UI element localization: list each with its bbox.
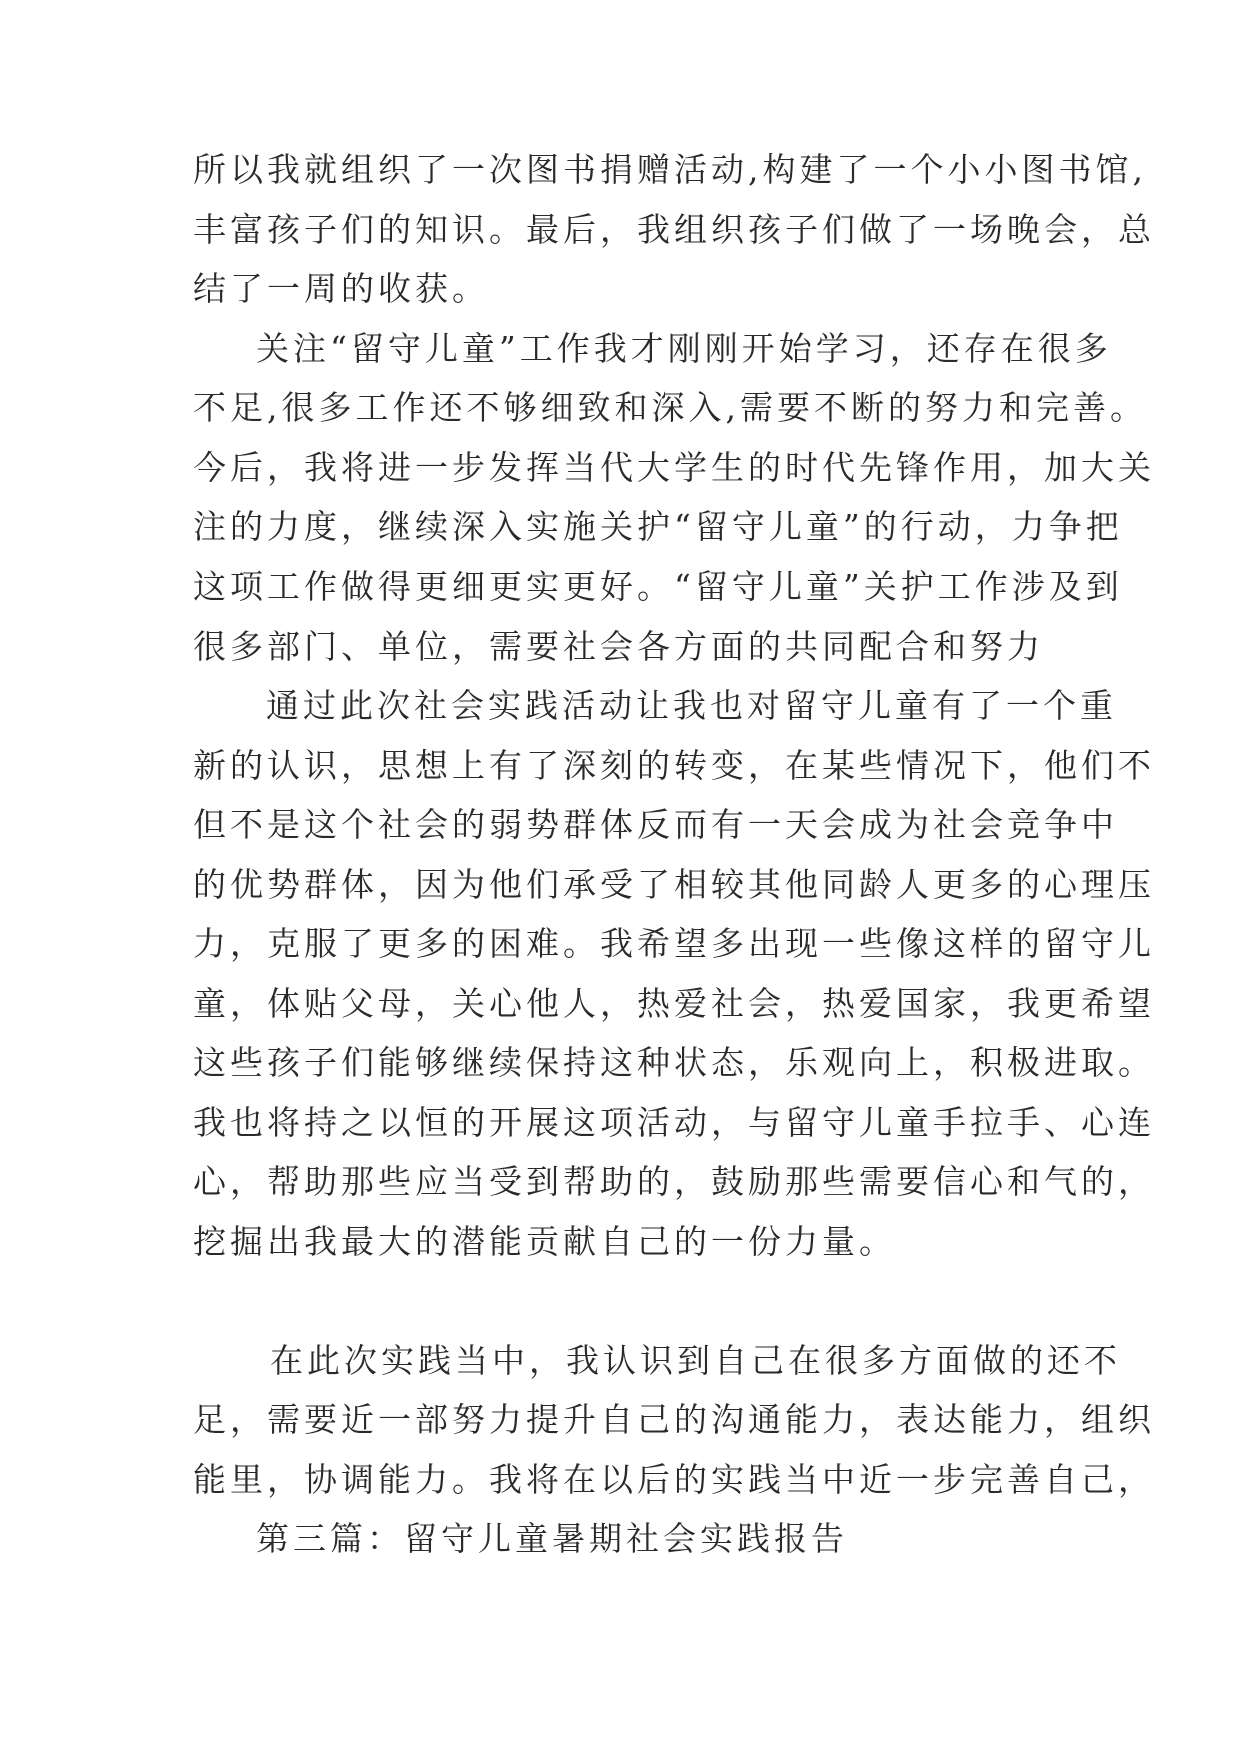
section-heading: 第三篇：留守儿童暑期社会实践报告 — [256, 1519, 848, 1558]
text-line: 的优势群体，因为他们承受了相较其他同龄人更多的心理压 — [193, 865, 1155, 904]
text-line: 挖掘出我最大的潜能贡献自己的一份力量。 — [193, 1222, 896, 1261]
text-line: 新的认识，思想上有了深刻的转变，在某些情况下，他们不 — [193, 746, 1155, 785]
text-line: 力，克服了更多的困难。我希望多出现一些像这样的留守儿 — [193, 924, 1155, 963]
text-line: 足，需要近一部努力提升自己的沟通能力，表达能力，组织 — [193, 1400, 1155, 1439]
text-line: 这些孩子们能够继续保持这种状态，乐观向上，积极进取。 — [193, 1043, 1155, 1082]
text-line: 丰富孩子们的知识。最后，我组织孩子们做了一场晚会，总 — [193, 210, 1155, 249]
text-line: 注的力度，继续深入实施关护“留守儿童”的行动，力争把 — [193, 507, 1123, 546]
text-line: 结了一周的收获。 — [193, 269, 489, 308]
text-line: 不足,很多工作还不够细致和深入,需要不断的努力和完善。 — [193, 388, 1147, 427]
text-line: 童，体贴父母，关心他人，热爱社会，热爱国家，我更希望 — [193, 984, 1155, 1023]
text-line: 心，帮助那些应当受到帮助的，鼓励那些需要信心和气的， — [193, 1162, 1155, 1201]
text-line: 这项工作做得更细更实更好。“留守儿童”关护工作涉及到 — [193, 567, 1123, 606]
text-line: 能里，协调能力。我将在以后的实践当中近一步完善自己， — [193, 1460, 1155, 1499]
text-line: 我也将持之以恒的开展这项活动，与留守儿童手拉手、心连 — [193, 1103, 1155, 1142]
text-line: 但不是这个社会的弱势群体反而有一天会成为社会竞争中 — [193, 805, 1118, 844]
text-line: 所以我就组织了一次图书捐赠活动,构建了一个小小图书馆, — [193, 150, 1147, 189]
paragraph-first-line: 通过此次社会实践活动让我也对留守儿童有了一个重 — [266, 686, 1117, 725]
text-line: 今后，我将进一步发挥当代大学生的时代先锋作用，加大关 — [193, 448, 1155, 487]
text-line: 很多部门、单位，需要社会各方面的共同配合和努力 — [193, 627, 1044, 666]
paragraph-first-line: 关注“留守儿童”工作我才刚刚开始学习，还存在很多 — [256, 329, 1112, 368]
paragraph-first-line: 在此次实践当中，我认识到自己在很多方面做的还不 — [270, 1341, 1121, 1380]
